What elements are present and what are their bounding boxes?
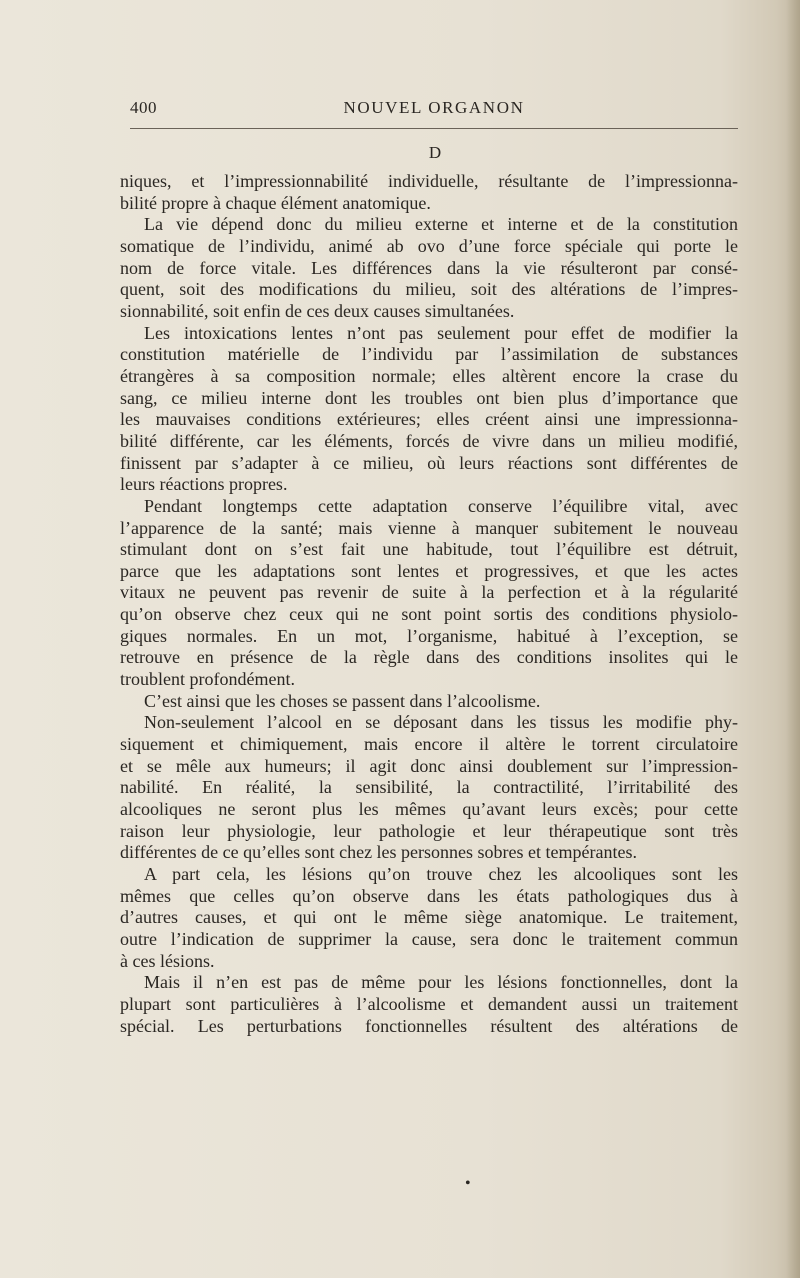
text-line: les mauvaises conditions extérieures; elles créent ainsi une impressionna- <box>120 409 738 430</box>
text-line: étrangères à sa composition normale; elles altèrent encore la crase du <box>120 365 738 386</box>
text-line: nabilité. En réalité, la sensibilité, la contractilité, l’irritabilité des <box>120 777 738 798</box>
text-line: stimulant dont on s’est fait une habitude, tout l’équilibre est détruit, <box>120 539 738 560</box>
text-line: différentes de ce qu’elles sont chez les personnes sobres et tempérantes. <box>120 842 637 863</box>
text-line: et se mêle aux humeurs; il agit donc ainsi doublement sur l’impression- <box>120 755 738 776</box>
text-line: constitution matérielle de l’individu par l’assimilation de substances <box>120 344 738 365</box>
text-line: d’autres causes, et qui ont le même siège anatomique. Le traitement, <box>120 907 738 928</box>
signature-mark: D <box>428 143 442 162</box>
text-line: mêmes que celles qu’on observe dans les états pathologiques dus à <box>120 885 738 906</box>
text-line: troublent profondément. <box>120 669 295 690</box>
running-head <box>130 98 738 126</box>
text-line: bilité différente, car les éléments, forcés de vivre dans un milieu modifié, <box>120 430 738 451</box>
text-line: à ces lésions. <box>120 950 215 971</box>
text-line: quent, soit des modifications du milieu, soit des altérations de l’impres- <box>120 279 738 300</box>
text-line: La vie dépend donc du milieu externe et interne et de la constitution <box>144 214 738 235</box>
text-line: siquement et chimiquement, mais encore il altère le torrent circulatoire <box>120 734 738 755</box>
body-text <box>120 171 738 1037</box>
text-line: Les intoxications lentes n’ont pas seulement pour effet de modifier la <box>144 322 738 343</box>
text-line: niques, et l’impressionnabilité individuelle, résultante de l’impressionna- <box>120 171 738 191</box>
footer-mark: • <box>465 1175 471 1192</box>
text-line: finissent par s’adapter à ce milieu, où leurs réactions sont différentes de <box>120 452 738 473</box>
running-title: NOUVEL ORGANON <box>343 98 525 117</box>
text-line: giques normales. En un mot, l’organisme, habitué à l’exception, se <box>120 625 738 646</box>
text-line: Non-seulement l’alcool en se déposant dans les tissus les modifie phy- <box>144 712 738 733</box>
text-line: Pendant longtemps cette adaptation conserve l’équilibre vital, avec <box>144 495 738 516</box>
text-line: l’apparence de la santé; mais vienne à manquer subitement le nouveau <box>120 517 738 538</box>
text-line: retrouve en présence de la règle dans des conditions insolites qui le <box>120 647 738 668</box>
text-line: sionnabilité, soit enfin de ces deux causes simultanées. <box>120 300 515 321</box>
text-line: spécial. Les perturbations fonctionnelles résultent des altérations de <box>120 1015 738 1036</box>
text-line: somatique de l’individu, animé ab ovo d’une force spéciale qui porte le <box>120 235 738 256</box>
text-line: nom de force vitale. Les différences dans la vie résulteront par consé- <box>120 257 738 278</box>
text-line: leurs réactions propres. <box>120 474 288 495</box>
text-line: raison leur physiologie, leur pathologie et leur thérapeutique sont très <box>120 820 738 841</box>
text-line: vitaux ne peuvent pas revenir de suite à la perfection et à la régularité <box>120 582 738 603</box>
text-line: outre l’indication de supprimer la cause, sera donc le traitement commun <box>120 928 738 949</box>
page-gutter-shadow <box>786 0 800 1278</box>
text-line: bilité propre à chaque élément anatomique. <box>120 192 431 213</box>
text-line: alcooliques ne seront plus les mêmes qu’avant leurs excès; pour cette <box>120 799 738 820</box>
header-rule <box>130 128 738 129</box>
text-line: Mais il n’en est pas de même pour les lésions fonctionnelles, dont la <box>144 972 738 993</box>
text-line: plupart sont particulières à l’alcoolisme et demandent aussi un traitement <box>120 993 738 1014</box>
text-line: parce que les adaptations sont lentes et progressives, et que les actes <box>120 560 738 581</box>
page-number: 400 <box>130 98 157 117</box>
text-line: sang, ce milieu interne dont les troubles ont bien plus d’importance que <box>120 387 738 408</box>
text-line: qu’on observe chez ceux qui ne sont point sortis des conditions physiolo- <box>120 604 738 625</box>
text-line: A part cela, les lésions qu’on trouve chez les alcooliques sont les <box>144 864 738 884</box>
text-line: C’est ainsi que les choses se passent dans l’alcoolisme. <box>144 690 541 711</box>
